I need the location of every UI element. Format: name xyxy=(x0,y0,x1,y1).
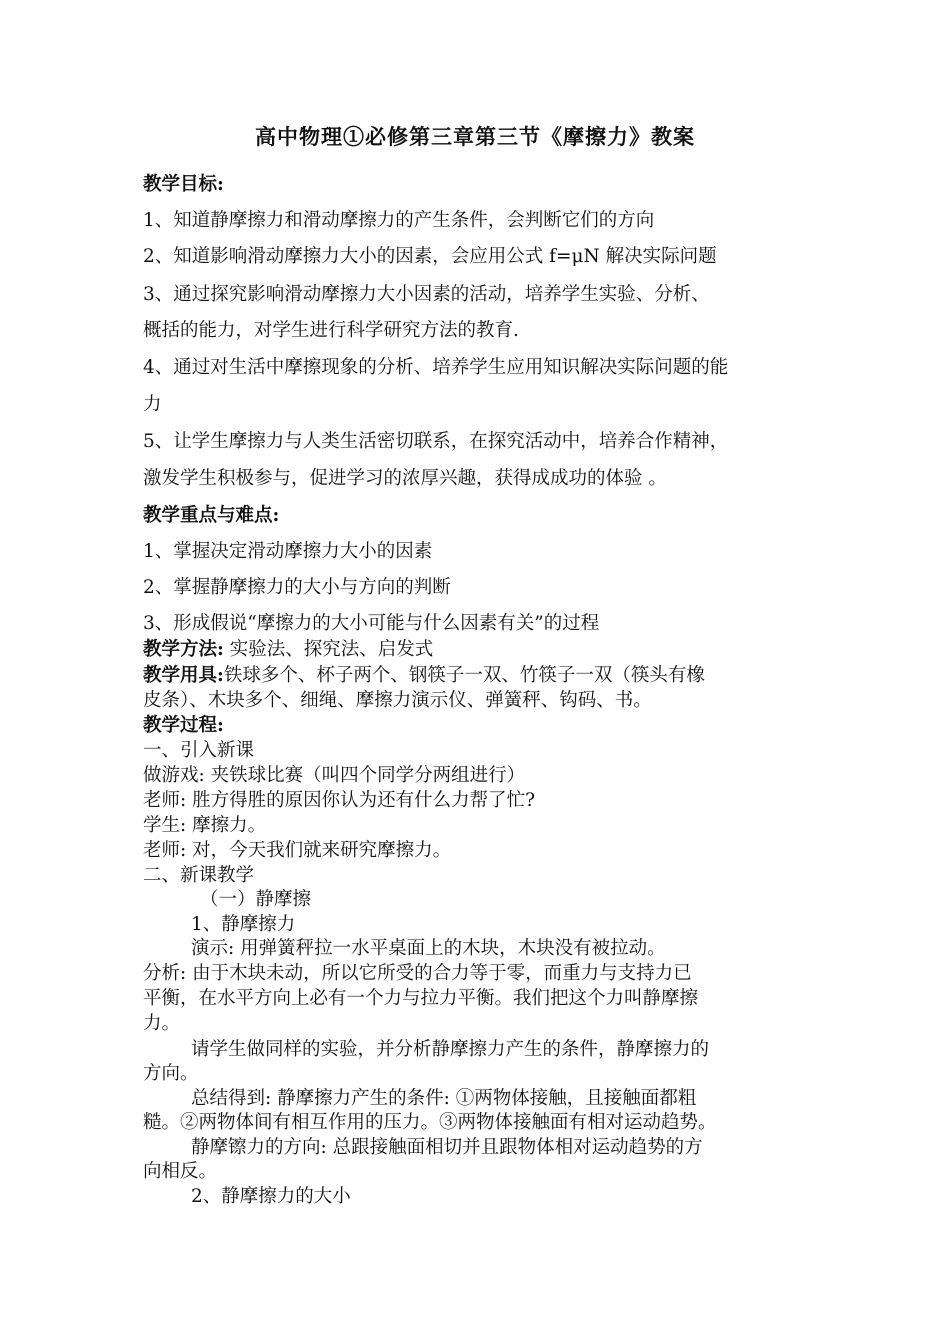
methods-label: 教学方法: xyxy=(143,639,224,660)
sub-heading: （一）静摩擦 xyxy=(200,889,312,910)
document-title: 高中物理①必修第三章第三节《摩擦力》教案 xyxy=(255,124,695,149)
analysis-line: 平衡，在水平方向上必有一个力与拉力平衡。我们把这个力叫静摩擦 xyxy=(143,988,699,1009)
objective-item: 概括的能力，对学生进行科学研究方法的教育. xyxy=(143,320,519,341)
process-heading: 教学过程: xyxy=(143,715,224,736)
student-exp-line: 请学生做同样的实验，并分析静摩擦力产生的条件，静摩擦力的 xyxy=(191,1039,710,1060)
objective-item: 3、通过探究影响滑动摩擦力大小因素的活动，培养学生实验、分析、 xyxy=(143,284,710,305)
key-point-item: 1、掌握决定滑动摩擦力大小的因素 xyxy=(143,541,433,562)
student-exp-line: 方向。 xyxy=(143,1063,199,1084)
tools-line-2: 皮条）、木块多个、细绳、摩擦力演示仪、弹簧秤、钩码、书。 xyxy=(143,690,652,711)
objective-item: 1、知道静摩擦力和滑动摩擦力的产生条件，会判断它们的方向 xyxy=(143,210,655,231)
methods-line xyxy=(143,637,843,663)
objective-item: 激发学生积极参与，促进学习的浓厚兴趣，获得成成功的体验 。 xyxy=(143,468,667,489)
key-points-heading: 教学重点与难点: xyxy=(143,505,280,526)
process-line: 老师: 胜方得胜的原因你认为还有什么力帮了忙? xyxy=(143,790,536,811)
key-point-item: 2、掌握静摩擦力的大小与方向的判断 xyxy=(143,577,451,598)
process-line: 一、引入新课 xyxy=(143,740,255,761)
process-line: 做游戏: 夹铁球比赛（叫四个同学分两组进行） xyxy=(143,765,526,786)
methods-text: 实验法、探究法、启发式 xyxy=(223,639,434,660)
tools-text: 铁球多个、杯子两个、钢筷子一双、竹筷子一双（筷头有橡 xyxy=(223,665,705,686)
analysis-line: 分析: 由于木块未动，所以它所受的合力等于零，而重力与支持力已 xyxy=(143,963,692,984)
process-line: 二、新课教学 xyxy=(143,865,255,886)
item-static-friction-magnitude: 2、静摩擦力的大小 xyxy=(191,1186,351,1207)
analysis-line: 力。 xyxy=(143,1013,181,1034)
summary-line: 总结得到: 静摩擦力产生的条件: ①两物体接触，且接触面都粗 xyxy=(191,1088,697,1109)
direction-line: 静摩镲力的方向: 总跟接触面相切并且跟物体相对运动趋势的方 xyxy=(191,1137,703,1158)
tools-line xyxy=(143,663,843,689)
objective-item: 力 xyxy=(143,394,162,415)
key-point-item: 3、形成假说“摩擦力的大小可能与什么因素有关”的过程 xyxy=(143,613,600,634)
demo-line: 演示: 用弹簧秤拉一水平桌面上的木块，木块没有被拉动。 xyxy=(191,938,666,959)
objective-item: 5、让学生摩擦力与人类生活密切联系，在探究活动中，培养合作精神， xyxy=(143,431,729,452)
process-line: 学生: 摩擦力。 xyxy=(143,815,267,836)
item-static-friction: 1、静摩擦力 xyxy=(191,914,296,935)
process-line: 老师: 对，今天我们就来研究摩擦力。 xyxy=(143,840,452,861)
objective-item: 2、知道影响滑动摩擦力大小的因素，会应用公式 f=μN 解决实际问题 xyxy=(143,246,717,267)
tools-label: 教学用具: xyxy=(143,665,224,686)
direction-line: 向相反。 xyxy=(143,1161,218,1182)
summary-line: 糙。②两物体间有相互作用的压力。③两物体接触面有相对运动趋势。 xyxy=(143,1112,717,1133)
objectives-heading: 教学目标: xyxy=(143,174,224,195)
objective-item: 4、通过对生活中摩擦现象的分析、培养学生应用知识解决实际问题的能 xyxy=(143,357,729,378)
